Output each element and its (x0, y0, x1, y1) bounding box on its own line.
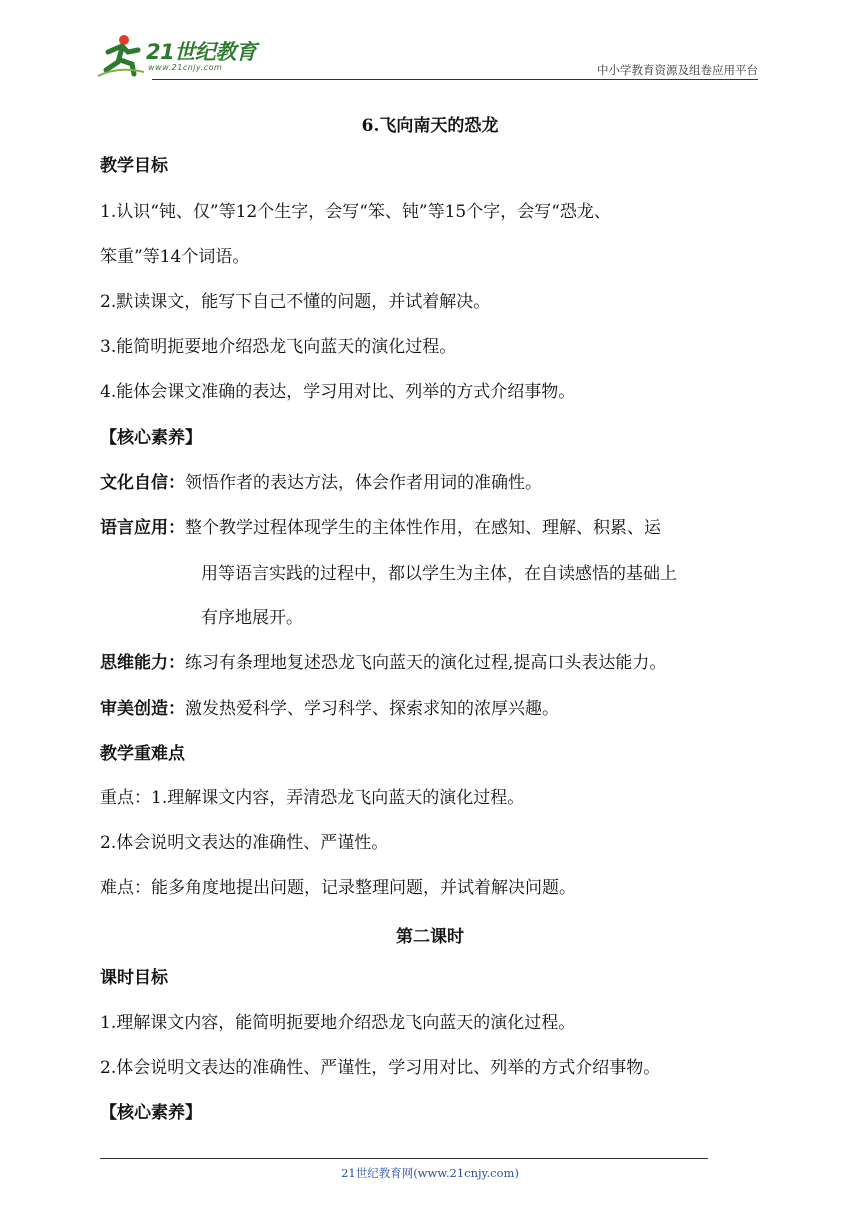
goal-line: 3.能简明扼要地介绍恐龙飞向蓝天的演化过程。 (100, 337, 457, 357)
header-divider (152, 79, 758, 80)
core-label: 审美创造： (100, 699, 185, 719)
section-heading-lesson-goals: 课时目标 (100, 968, 168, 988)
platform-name: 中小学教育资源及组卷应用平台 (597, 63, 758, 77)
difficulty-line: 难点：能多角度地提出问题，记录整理问题，并试着解决问题。 (100, 878, 576, 898)
core-item-aesthetic (100, 698, 559, 720)
page-header (98, 32, 758, 78)
core-text: 领悟作者的表达方法，体会作者用词的准确性。 (185, 473, 542, 493)
goal-line: 2.默读课文，能写下自己不懂的问题，并试着解决。 (100, 292, 491, 312)
core-text-continued: 用等语言实践的过程中，都以学生为主体，在自读感悟的基础上 (201, 564, 677, 584)
section-heading-difficulty: 教学重难点 (100, 744, 185, 764)
logo-text: 21世纪教育 (146, 40, 257, 64)
site-logo (98, 32, 268, 78)
core-label: 语言应用： (100, 518, 185, 538)
core-text-continued: 有序地展开。 (201, 608, 303, 628)
section-heading-core: 【核心素养】 (100, 428, 202, 448)
core-item-culture (100, 472, 542, 494)
goal-line: 笨重”等14个词语。 (100, 247, 250, 267)
runner-logo-icon (98, 32, 150, 78)
footer-text: 21世纪教育网(www.21cnjy.com) (341, 1166, 519, 1180)
core-item-thinking (100, 652, 666, 674)
core-label: 文化自信： (100, 473, 185, 493)
lesson-goal-line: 2.体会说明文表达的准确性、严谨性，学习用对比、列举的方式介绍事物。 (100, 1058, 661, 1078)
core-text: 练习有条理地复述恐龙飞向蓝天的演化过程,提高口头表达能力。 (185, 653, 667, 673)
section-heading-core-2: 【核心素养】 (100, 1103, 202, 1123)
core-item-language (100, 517, 661, 539)
difficulty-line: 重点：1.理解课文内容，弄清恐龙飞向蓝天的演化过程。 (100, 788, 525, 808)
goal-line: 1.认识“钝、仅”等12个生字，会写“笨、钝”等15个字，会写“恐龙、 (100, 202, 611, 222)
core-text: 激发热爱科学、学习科学、探索求知的浓厚兴趣。 (185, 699, 559, 719)
lesson-title: 第二课时 (396, 927, 464, 947)
core-label: 思维能力： (100, 653, 185, 673)
footer-divider (100, 1158, 708, 1159)
lesson-goal-line: 1.理解课文内容，能简明扼要地介绍恐龙飞向蓝天的演化过程。 (100, 1013, 576, 1033)
goal-line: 4.能体会课文准确的表达，学习用对比、列举的方式介绍事物。 (100, 382, 576, 402)
logo-url: www.21cnjy.com (148, 63, 223, 72)
section-heading-teaching-goals: 教学目标 (100, 156, 168, 176)
difficulty-line: 2.体会说明文表达的准确性、严谨性。 (100, 833, 389, 853)
core-text: 整个教学过程体现学生的主体性作用，在感知、理解、积累、运 (185, 518, 661, 538)
document-title: 6.飞向南天的恐龙 (361, 116, 499, 136)
